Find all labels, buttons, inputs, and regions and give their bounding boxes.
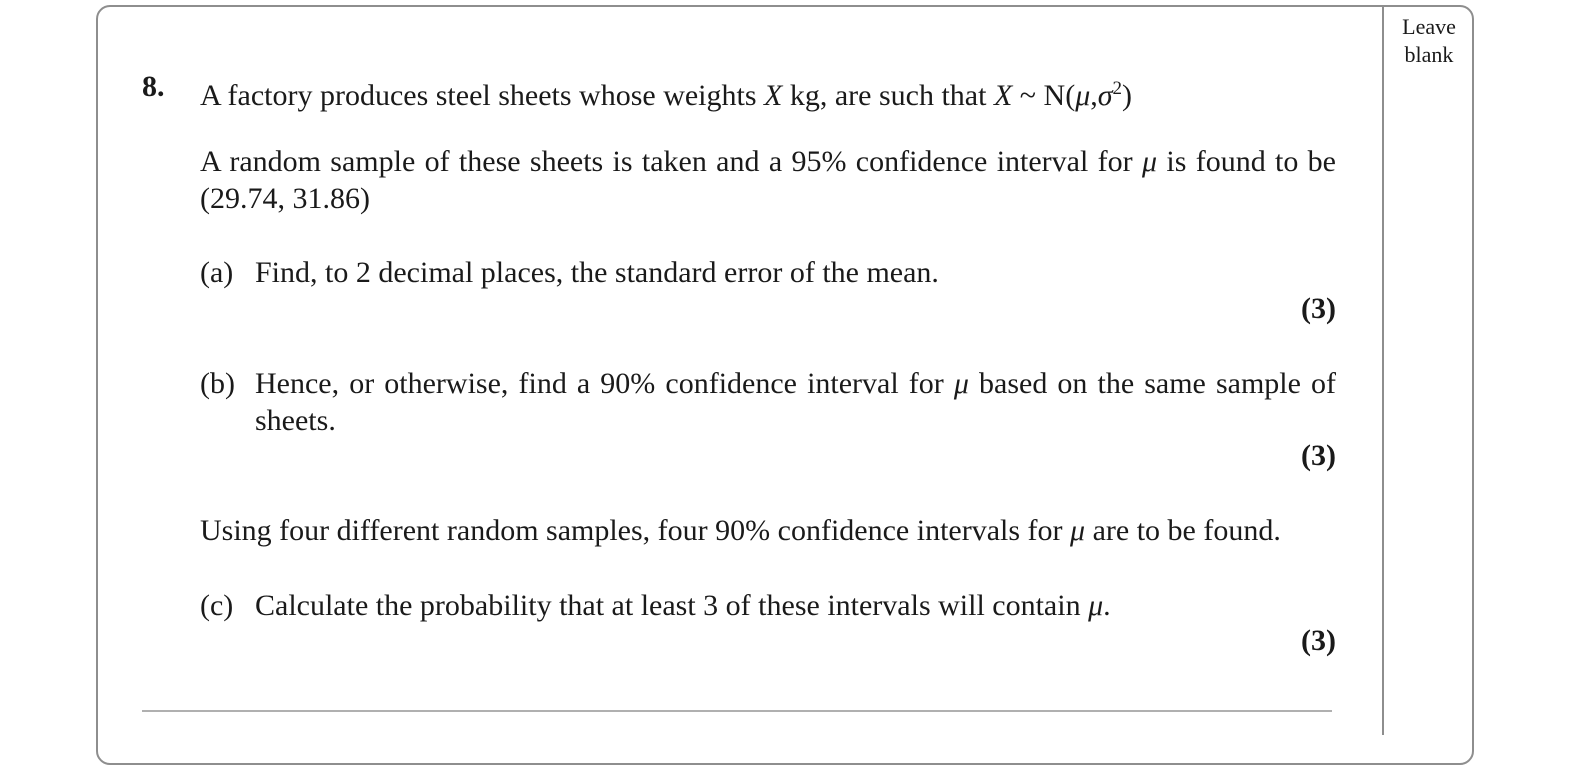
part-a-label: (a) [200,256,234,289]
sample-text-2: is found to be (29.74, 31.86) [200,145,1336,215]
part-c-text [255,587,1336,624]
part-c [200,587,1336,624]
question-stem [200,70,1336,114]
sample-text-1: A random sample of these sheets is taken and a 95% confidence interval for [200,145,1142,178]
part-b-mu: μ [953,367,969,400]
sample-paragraph [200,143,1336,217]
part-b [200,365,1336,439]
interlude-text-1: Using four different random samples, four 90% confidence intervals for [200,514,1071,547]
var-x-2: X [993,79,1013,112]
part-c-text-1: Calculate the probability that at least 3 of these intervals will contain [255,589,1089,622]
part-c-marks: (3) [1301,624,1336,657]
var-x: X [764,79,783,112]
part-a-text: Find, to 2 decimal places, the standard error of the mean. [255,256,939,289]
stem-close: ) [1122,79,1133,112]
var-sigma: σ [1097,79,1113,112]
part-b-label: (b) [200,367,235,400]
stem-tilde: ~ N( [1012,79,1076,112]
var-mu: μ [1075,79,1091,112]
part-b-text [255,365,1336,439]
stem-comma: , [1090,79,1098,112]
leave-blank-line1: Leave [1402,14,1456,39]
interlude-mu: μ [1070,514,1086,547]
part-c-text-2: . [1103,589,1111,622]
answer-rule [142,710,1332,712]
margin-divider [1382,5,1384,735]
part-b-text-2: based on the same sample of sheets. [255,367,1337,437]
question-number: 8. [142,70,165,103]
part-a-marks: (3) [1301,292,1336,325]
part-a [200,254,1336,291]
interlude-paragraph [200,512,1336,549]
part-c-label: (c) [200,589,234,622]
sample-mu: μ [1141,145,1158,178]
part-b-text-1: Hence, or otherwise, find a 90% confidence interval for [255,367,954,400]
part-b-marks: (3) [1301,439,1336,472]
exponent-2: 2 [1112,78,1123,99]
interlude-text-2: are to be found. [1085,514,1281,547]
leave-blank-label [1384,13,1474,69]
leave-blank-line2: blank [1404,42,1454,67]
stem-text-2: kg, are such that [782,79,994,112]
stem-text-1: A factory produces steel sheets whose weights [200,79,765,112]
part-c-mu: μ [1088,589,1104,622]
